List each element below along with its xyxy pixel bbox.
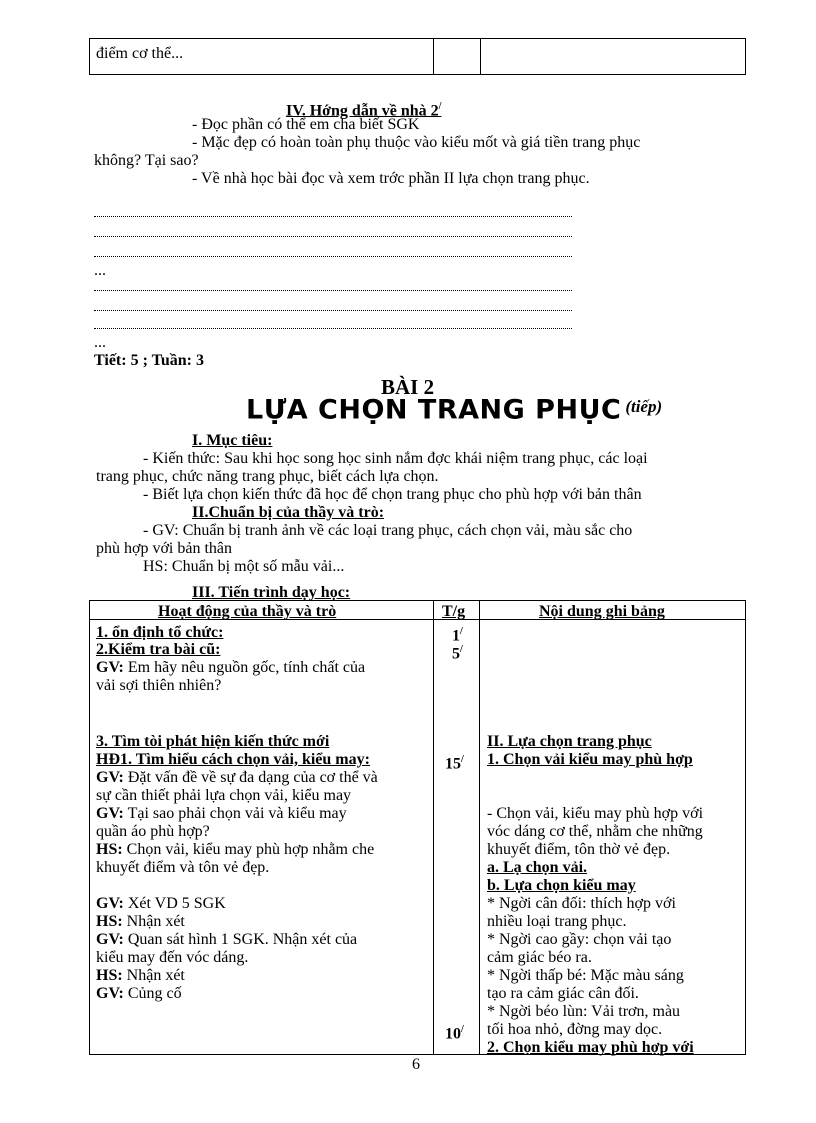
- top-table: [89, 38, 746, 75]
- header-activity: Hoạt động của thầy và trò: [158, 603, 337, 620]
- lesson-title: [246, 394, 663, 426]
- content-line: tối hoa nhỏ, đờng may dọc.: [487, 1021, 663, 1038]
- subsection-heading: 1. Chọn vải kiểu may phù hợp: [487, 751, 693, 768]
- content-line: - Chọn vải, kiểu may phù hợp với: [487, 805, 704, 822]
- dotted-line: [94, 254, 572, 257]
- content-line: nhiều loại trang phục.: [487, 913, 627, 930]
- gv-question-3: GV: Tại sao phải chọn vải và kiểu may: [96, 805, 347, 822]
- content-line: * Ngời cân đối: thích hợp với: [487, 895, 676, 912]
- dotted-line: [94, 308, 572, 311]
- preparation-line-1-cont: phù hợp với bản thân: [96, 540, 233, 557]
- header-time: T/g: [442, 603, 466, 620]
- subsection-heading: 2. Chọn kiểu may phù hợp với: [487, 1039, 694, 1056]
- hs-answer-2: HS: Nhận xét: [96, 913, 185, 930]
- step-1-heading: 1. ổn định tổ chức:: [96, 624, 224, 641]
- time-value: 10/: [445, 1024, 464, 1043]
- step-3-heading: 3. Tìm tòi phát hiện kiến thức mới: [96, 733, 330, 750]
- lesson-number: BÀI 2: [381, 375, 435, 399]
- gv-task-4: GV: Xét VD 5 SGK: [96, 895, 226, 912]
- content-subheading: a. Lạ chọn vải.: [487, 859, 588, 876]
- lesson-info: Tiết: 5 ; Tuần: 3: [94, 352, 204, 369]
- hs-answer-1-cont: khuyết điểm và tôn vẻ đẹp.: [96, 859, 270, 876]
- gv-task-5-cont: kiểu may đến vóc dáng.: [96, 949, 249, 966]
- preparation-heading: II.Chuẩn bị của thầy và trò:: [192, 504, 385, 521]
- dotted-line: [94, 234, 572, 237]
- column-divider: [433, 601, 434, 1054]
- content-subheading: b. Lựa chọn kiểu may: [487, 877, 636, 894]
- content-line: tạo ra cảm giác cân đối.: [487, 985, 639, 1002]
- objectives-heading: I. Mục tiêu:: [192, 432, 273, 449]
- homework-line-1: - Đọc phần có thể em cha biết SGK: [192, 116, 420, 133]
- objectives-line-1-cont: trang phục, chức năng trang phục, biết cách lựa chọn.: [96, 468, 439, 485]
- gv-statement-2-cont: sự cần thiết phải lựa chọn vải, kiểu may: [96, 787, 352, 804]
- column-divider: [479, 601, 480, 1054]
- header-content: Nội dung ghi bảng: [539, 603, 665, 620]
- page-number: 6: [412, 1056, 420, 1073]
- dotted-line: [94, 288, 572, 291]
- activity-1-heading: HĐ1. Tìm hiểu cách chọn vải, kiểu may:: [96, 751, 370, 768]
- homework-line-2: - Mặc đẹp có hoàn toàn phụ thuộc vào kiểu mốt và giá tiền trang phục: [192, 134, 641, 151]
- time-value: 15/: [445, 754, 464, 773]
- preparation-line-1: - GV: Chuẩn bị tranh ảnh về các loại trang phục, cách chọn vải, màu sắc cho: [143, 522, 633, 539]
- top-table-text: điểm cơ thể...: [96, 45, 184, 62]
- gv-task-6: GV: Củng cố: [96, 985, 182, 1002]
- content-line: khuyết điểm, tôn thờ vẻ đẹp.: [487, 841, 671, 858]
- content-line: * Ngời béo lùn: Vải trơn, màu: [487, 1003, 681, 1020]
- lesson-title-main: LỰA CHỌN TRANG PHỤC: [246, 394, 622, 426]
- dotted-line: [94, 326, 572, 329]
- process-heading: III. Tiến trình dạy học:: [192, 584, 351, 601]
- content-line: vóc dáng cơ thể, nhằm che những: [487, 823, 703, 840]
- homework-line-2-cont: không? Tại sao?: [94, 152, 199, 169]
- preparation-line-2: HS: Chuẩn bị một số mẫu vải...: [143, 558, 345, 575]
- content-line: * Ngời cao gầy: chọn vải tạo: [487, 931, 672, 948]
- gv-question-3-cont: quần áo phù hợp?: [96, 823, 210, 840]
- gv-question-1: GV: Em hãy nêu nguồn gốc, tính chất của: [96, 659, 366, 676]
- dotted-line: [94, 214, 572, 217]
- step-2-heading: 2.Kiểm tra bài cũ:: [96, 641, 221, 658]
- gv-question-1-cont: vải sợi thiên nhiên?: [96, 677, 222, 694]
- dotted-ellipsis: ...: [94, 262, 106, 279]
- dotted-ellipsis: ...: [94, 334, 106, 351]
- homework-line-3: - Về nhà học bài đọc và xem trớc phần II lựa chọn trang phục.: [192, 170, 590, 187]
- content-line: * Ngời thấp bé: Mặc màu sáng: [487, 967, 684, 984]
- objectives-line-1: - Kiến thức: Sau khi học song học sinh nắm đợc khái niệm trang phục, các loại: [143, 450, 648, 467]
- gv-task-5: GV: Quan sát hình 1 SGK. Nhận xét của: [96, 931, 358, 948]
- lesson-plan-table: [89, 600, 746, 1055]
- section-heading: II. Lựa chọn trang phục: [487, 733, 652, 750]
- top-table-cell-activity: [90, 39, 434, 74]
- time-value: 1/: [452, 626, 463, 645]
- lesson-title-suffix: (tiếp): [625, 397, 663, 416]
- top-table-cell-time: [434, 39, 481, 74]
- content-line: cảm giác béo ra.: [487, 949, 592, 966]
- hs-answer-3: HS: Nhận xét: [96, 967, 185, 984]
- hs-answer-1: HS: Chọn vải, kiểu may phù hợp nhằm che: [96, 841, 375, 858]
- time-value: 5/: [452, 644, 463, 663]
- homework-heading: IV. Hớng dẫn về nhà 2/: [286, 101, 442, 120]
- objectives-line-2: - Biết lựa chọn kiến thức đã học để chọn trang phục cho phù hợp với bản thân: [143, 486, 642, 503]
- gv-statement-2: GV: Đặt vấn đề về sự đa dạng của cơ thể và: [96, 769, 378, 786]
